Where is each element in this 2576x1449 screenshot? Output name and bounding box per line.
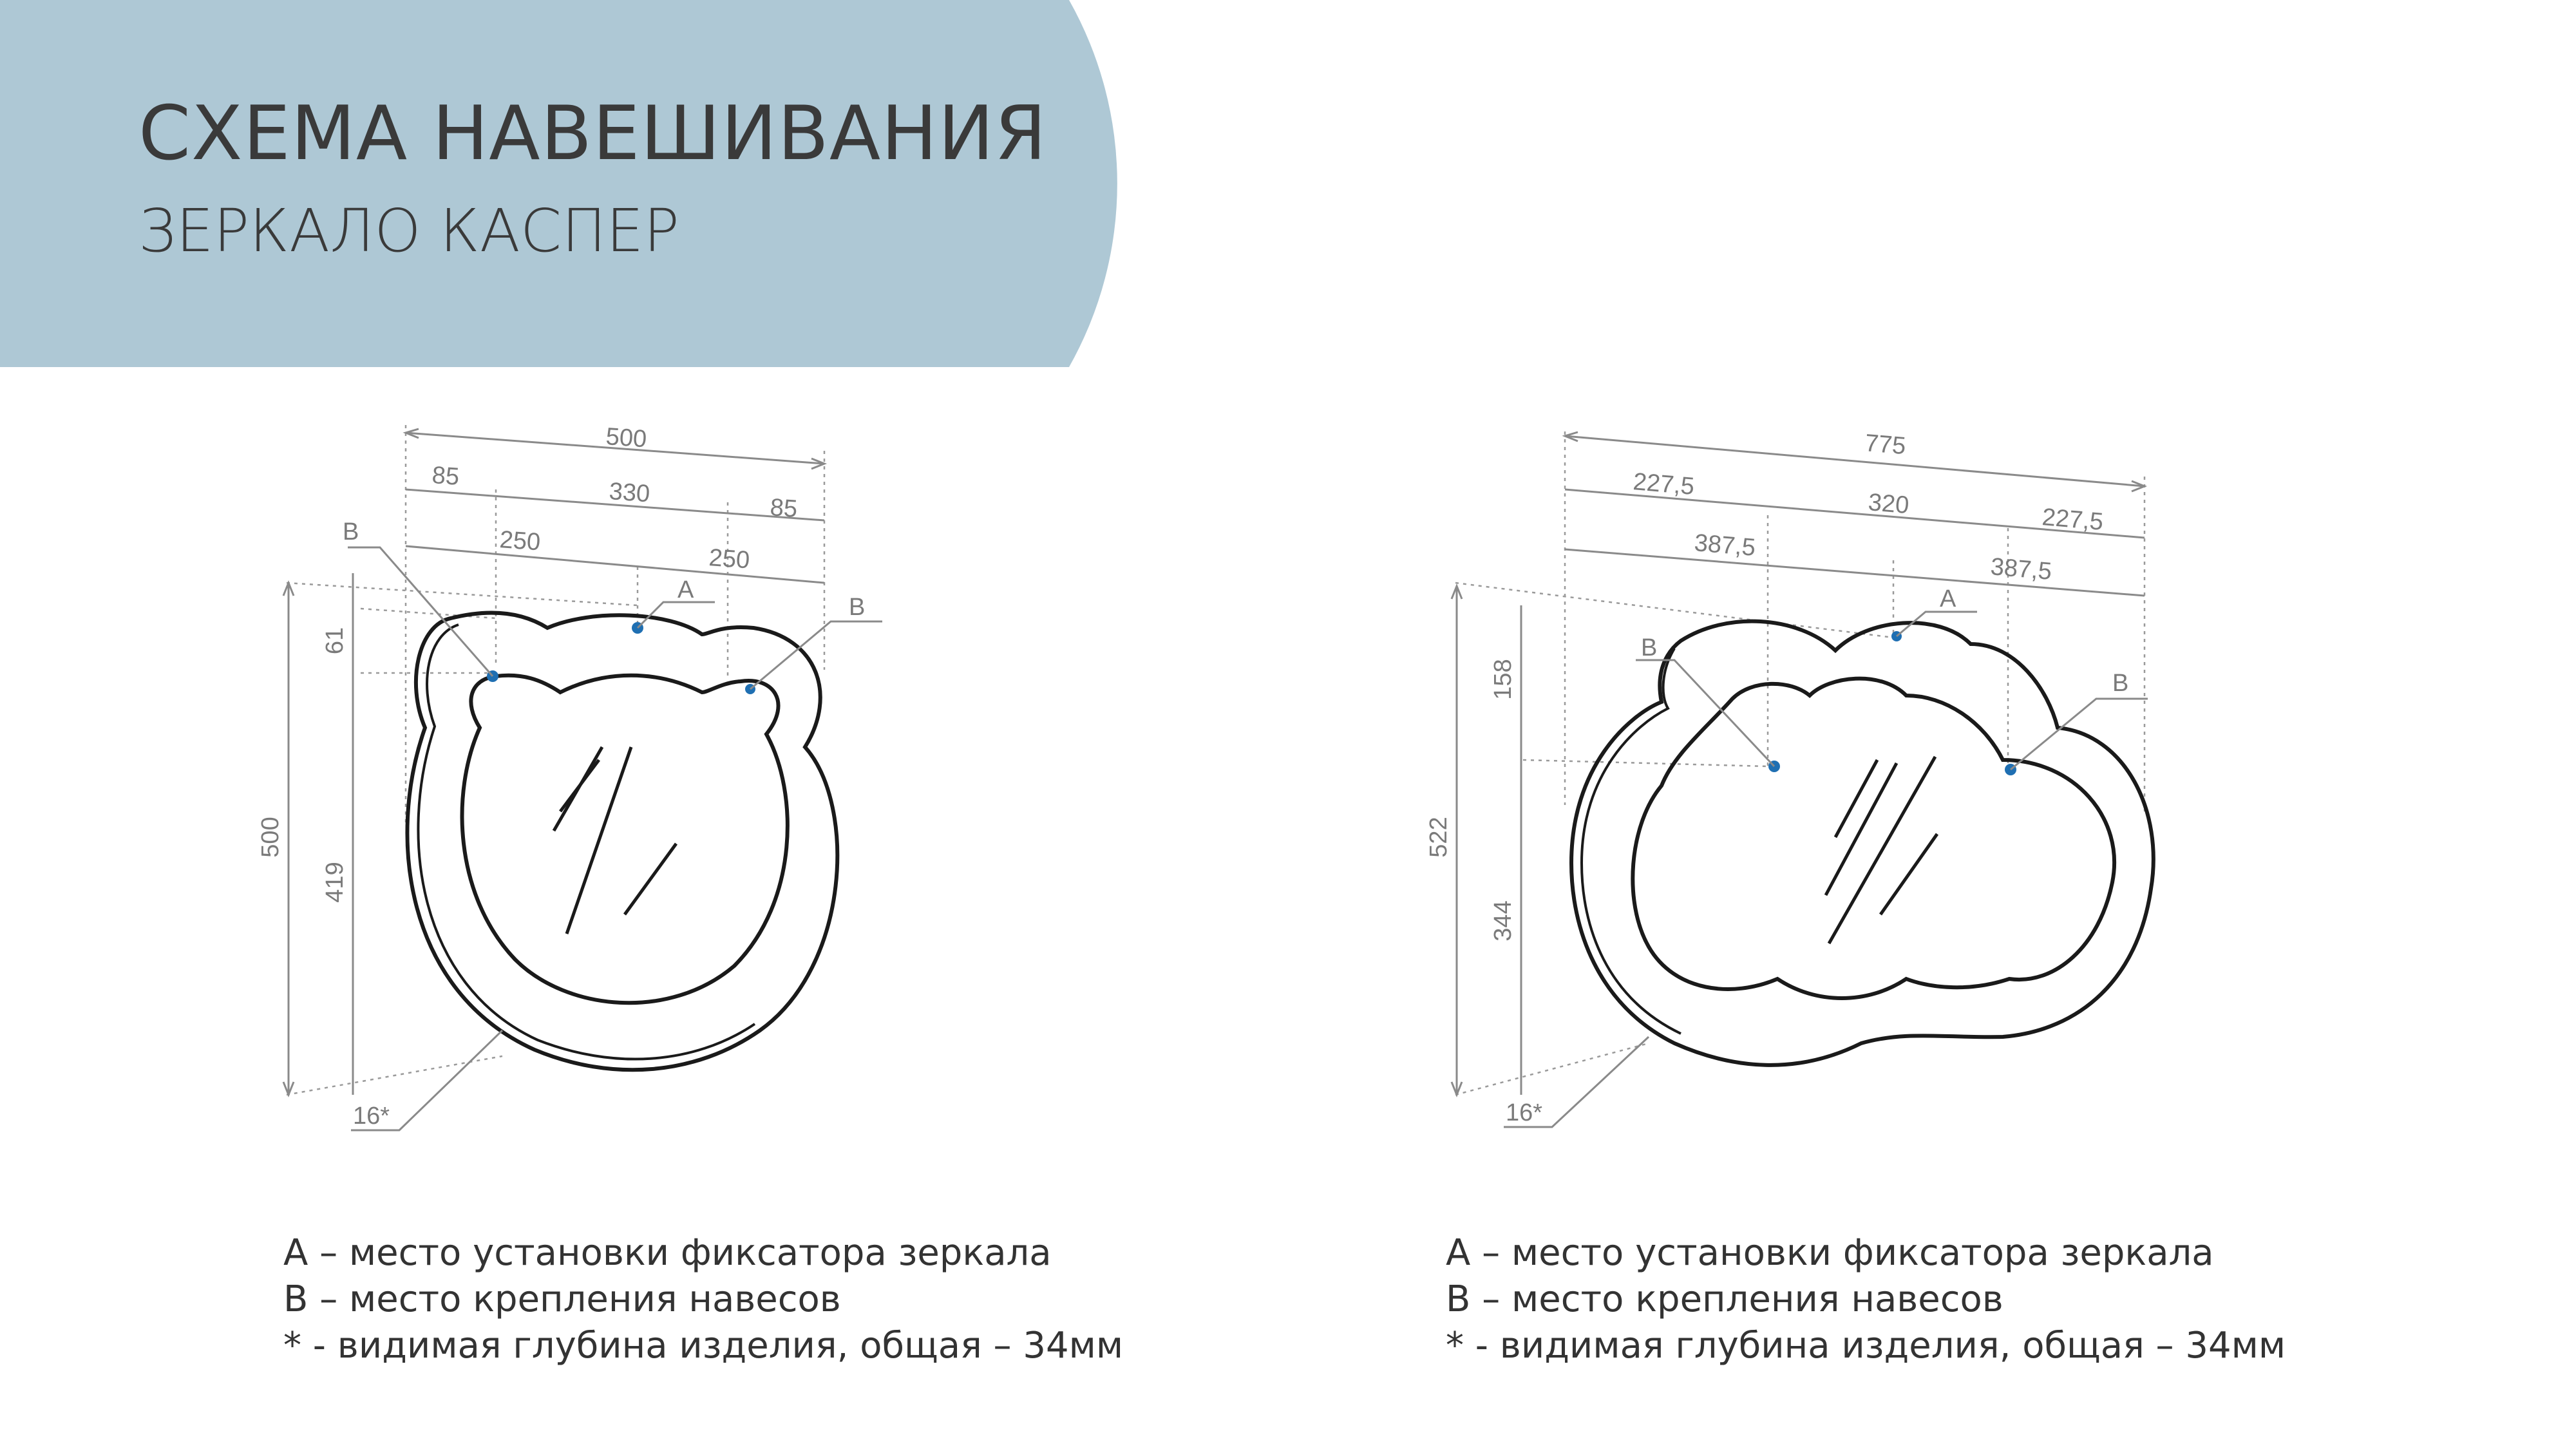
dim-total-height: 522 [1425,817,1452,858]
bear-mirror-diagram [257,423,882,1130]
legend-line: * - видимая глубина изделия, общая – 34мм [1446,1325,2286,1367]
dim-depth: 16* [353,1103,390,1130]
cloud-outer-contour [1571,621,2154,1065]
label-b-right: B [849,594,866,621]
legend-left [283,1230,1123,1369]
dim-center-span: 330 [608,478,651,508]
dim-left-half: 250 [498,526,542,556]
dim-mount-to-bottom: 344 [1490,900,1517,942]
dim-center-span: 320 [1867,489,1910,520]
legend-line: В – место крепления навесов [283,1278,841,1320]
page-subtitle: ЗЕРКАЛО КАСПЕР [138,196,679,265]
cloud-width-dims [1565,430,2145,596]
dim-left-offset: 227,5 [1632,468,1696,500]
label-a: A [1940,585,1956,612]
dim-right-half: 250 [708,544,751,574]
dim-total-width: 775 [1864,430,1907,460]
legend-line: А – место установки фиксатора зеркала [1446,1232,2214,1274]
dim-total-width: 500 [605,423,648,453]
dim-left-offset: 85 [431,462,460,491]
dim-depth: 16* [1506,1099,1543,1126]
dim-top-to-mount: 61 [321,627,348,655]
legend-line: В – место крепления навесов [1446,1278,2003,1320]
dim-total-height: 500 [257,817,284,858]
bear-width-dims [406,423,824,583]
dim-left-half: 387,5 [1693,529,1757,562]
dim-top-to-mount: 158 [1490,659,1517,700]
dim-right-half: 387,5 [1989,553,2053,585]
cloud-mirror-diagram [1425,430,2154,1127]
dim-right-offset: 227,5 [2041,504,2105,536]
label-b-right: B [2112,670,2129,697]
page-title: СХЕМА НАВЕШИВАНИЯ [138,90,1047,177]
label-b-left: B [1641,634,1658,661]
cloud-mirror-glass [1633,679,2114,998]
label-b-left: B [343,518,359,545]
dim-mount-to-bottom: 419 [321,862,348,903]
bear-height-dims [257,573,353,1095]
label-a: A [677,576,694,603]
legend-line: * - видимая глубина изделия, общая – 34мм [283,1325,1124,1367]
bear-mirror-glass [462,676,788,1003]
legend-right [1446,1230,2286,1369]
legend-line: А – место установки фиксатора зеркала [283,1232,1052,1274]
dim-right-offset: 85 [769,494,799,523]
cloud-height-dims [1425,586,1521,1095]
